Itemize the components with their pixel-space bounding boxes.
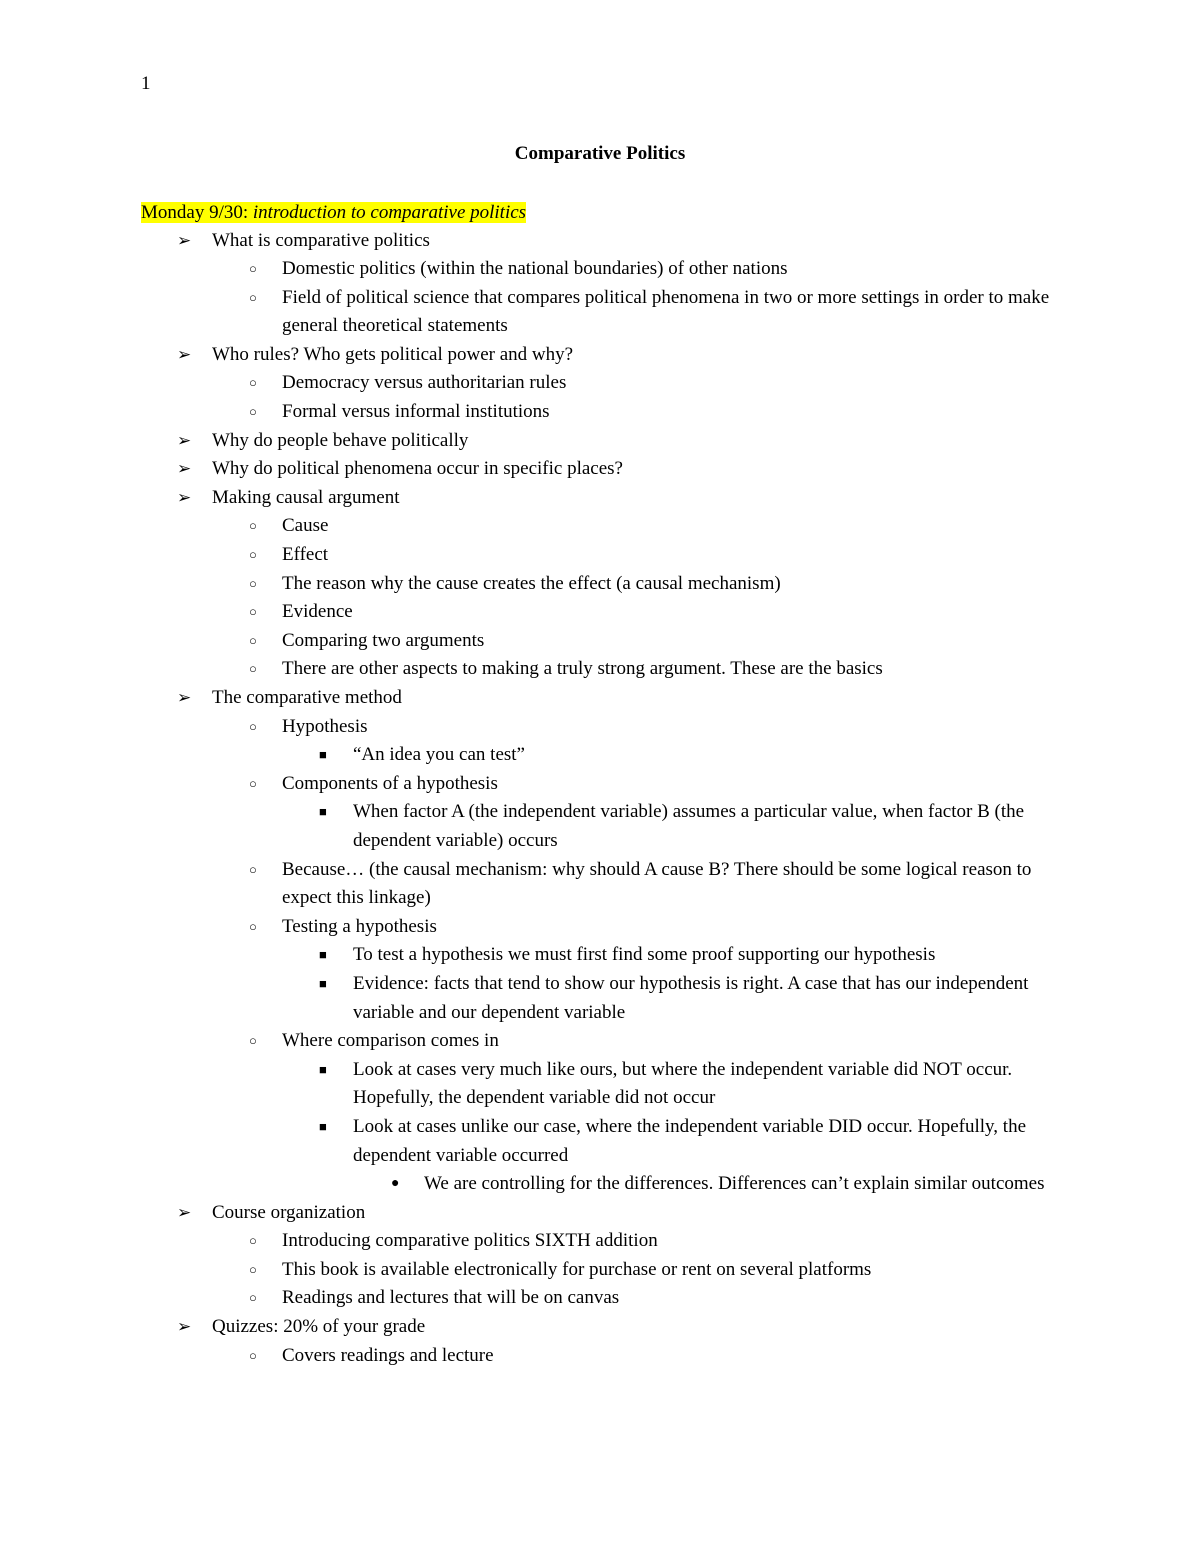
outline-item-text: Why do political phenomena occur in specific places?	[212, 458, 623, 480]
outline-item-text: Components of a hypothesis	[282, 772, 498, 794]
arrow-bullet-icon: ➢	[177, 430, 192, 450]
outline-item-text: Why do people behave politically	[212, 429, 469, 451]
highlighted-heading	[141, 202, 526, 223]
outline-item-level-1	[0, 1313, 1070, 1342]
outline-item-level-2	[0, 369, 1072, 398]
outline-item-text: Where comparison comes in	[282, 1030, 499, 1052]
outline-item-level-2	[0, 598, 1072, 627]
circle-bullet-icon: ○	[249, 1347, 257, 1363]
outline-item-text: When factor A (the independent variable) assumes a particular value, when factor B (the dependent variable) occurs	[353, 801, 1025, 851]
circle-bullet-icon: ○	[249, 375, 257, 391]
outline-item-text: Evidence	[282, 601, 353, 623]
outline-item-level-2	[0, 570, 1072, 599]
circle-bullet-icon: ○	[249, 289, 257, 305]
outline-item-level-2	[0, 398, 1072, 427]
square-bullet-icon: ■	[319, 804, 327, 820]
outline-item-level-4	[0, 1170, 1054, 1199]
outline-item-level-2	[0, 770, 1072, 799]
outline-item-level-3	[0, 941, 1063, 970]
arrow-bullet-icon: ➢	[177, 688, 192, 707]
outline-item-text: To test a hypothesis we must first find some proof supporting our hypothesis	[353, 944, 936, 966]
circle-bullet-icon: ○	[249, 661, 257, 677]
outline-item-text: Testing a hypothesis	[282, 915, 437, 937]
arrow-bullet-icon: ➢	[177, 1317, 192, 1337]
square-bullet-icon: ■	[319, 947, 327, 963]
outline-item-level-1	[0, 341, 1070, 370]
document-title: Comparative Politics	[514, 143, 686, 164]
outline-item-text: Look at cases very much like ours, but where the independent variable did NOT occur. Hopefully, the dependent variable did not occur	[353, 1058, 1013, 1109]
outline-item-level-2	[0, 1342, 1072, 1371]
circle-bullet-icon: ○	[249, 604, 257, 620]
lecture-date: Monday 9/30:	[141, 202, 253, 223]
arrow-bullet-icon: ➢	[177, 344, 192, 364]
dot-bullet-icon: ●	[391, 1176, 400, 1192]
outline-item-level-2	[0, 1227, 1072, 1256]
outline-item-level-1	[0, 484, 1070, 513]
circle-bullet-icon: ○	[249, 518, 257, 534]
outline-item-text: Field of political science that compares political phenomena in two or more settings in order to make general theoretical statements	[282, 286, 1050, 337]
outline-item-level-1	[0, 427, 1070, 456]
outline-item-text: This book is available electronically for purchase or rent on several platforms	[282, 1258, 872, 1280]
outline-item-level-2	[0, 856, 1072, 913]
outline-item-level-2	[0, 541, 1072, 570]
outline-item-text: Introducing comparative politics SIXTH addition	[282, 1230, 658, 1252]
outline-item-level-2	[0, 627, 1072, 656]
outline-item-text: Cause	[282, 515, 329, 537]
outline-item-text: We are controlling for the differences. Differences can’t explain similar outcomes	[424, 1173, 1045, 1195]
outline-item-level-2	[0, 1284, 1072, 1313]
outline-item-text: Effect	[282, 544, 329, 566]
outline-item-text: Formal versus informal institutions	[282, 401, 550, 423]
outline-item-text: Course organization	[212, 1201, 366, 1223]
outline-item-level-2	[0, 655, 1072, 684]
outline-item-text: The reason why the cause creates the effect (a causal mechanism)	[282, 572, 781, 594]
square-bullet-icon: ■	[319, 747, 327, 763]
circle-bullet-icon: ○	[249, 547, 257, 563]
outline-item-level-3	[0, 1056, 1063, 1113]
outline-item-level-2	[0, 255, 1072, 284]
circle-bullet-icon: ○	[249, 718, 257, 734]
outline-item-text: “An idea you can test”	[353, 744, 525, 766]
notes-outline	[0, 227, 1200, 1371]
circle-bullet-icon: ○	[249, 575, 257, 591]
outline-item-level-2	[0, 1027, 1072, 1056]
outline-item-text: Comparing two arguments	[282, 629, 485, 651]
lecture-heading	[141, 199, 526, 226]
square-bullet-icon: ■	[319, 975, 327, 991]
circle-bullet-icon: ○	[249, 404, 257, 420]
outline-item-text: What is comparative politics	[212, 229, 430, 251]
outline-item-text: Democracy versus authoritarian rules	[282, 372, 567, 394]
outline-item-level-2	[0, 1256, 1072, 1285]
circle-bullet-icon: ○	[249, 261, 257, 277]
outline-item-text: Hypothesis	[282, 715, 368, 737]
outline-item-level-2	[0, 512, 1072, 541]
outline-item-level-3	[0, 798, 1063, 855]
outline-item-level-2	[0, 284, 1072, 341]
outline-item-text: Readings and lectures that will be on canvas	[282, 1287, 620, 1309]
arrow-bullet-icon: ➢	[177, 487, 192, 507]
page-number: 1	[141, 73, 151, 94]
circle-bullet-icon: ○	[249, 1261, 257, 1277]
outline-item-text: Because… (the causal mechanism: why should A cause B? There should be some logical reason to expect this linkage)	[282, 858, 1032, 909]
outline-item-text: There are other aspects to making a truly strong argument. These are the basics	[282, 658, 883, 680]
circle-bullet-icon: ○	[249, 1033, 257, 1049]
outline-item-text: Domestic politics (within the national boundaries) of other nations	[282, 258, 788, 280]
outline-item-text: The comparative method	[212, 687, 402, 708]
outline-item-text: Covers readings and lecture	[282, 1344, 494, 1366]
outline-item-level-3	[0, 970, 1063, 1027]
outline-item-level-2	[0, 913, 1072, 942]
outline-item-level-1	[0, 227, 1070, 256]
circle-bullet-icon: ○	[249, 632, 257, 648]
outline-item-text: Who rules? Who gets political power and why?	[212, 343, 574, 365]
outline-item-text: Look at cases unlike our case, where the independent variable DID occur. Hopefully, the dependent variable occurred	[353, 1115, 1027, 1166]
circle-bullet-icon: ○	[249, 1290, 257, 1306]
circle-bullet-icon: ○	[249, 1233, 257, 1249]
outline-item-text: Quizzes: 20% of your grade	[212, 1316, 426, 1338]
outline-item-level-1	[0, 684, 1070, 713]
outline-item-level-2	[0, 713, 1072, 742]
arrow-bullet-icon: ➢	[177, 1202, 192, 1222]
outline-item-level-1	[0, 1199, 1070, 1228]
circle-bullet-icon: ○	[249, 775, 257, 791]
arrow-bullet-icon: ➢	[177, 459, 192, 479]
circle-bullet-icon: ○	[249, 861, 257, 877]
lecture-topic: introduction to comparative politics	[252, 202, 527, 223]
outline-item-level-1	[0, 455, 1070, 484]
outline-item-level-3	[0, 1113, 1063, 1170]
outline-item-text: Evidence: facts that tend to show our hypothesis is right. A case that has our independent variable and our dependent variable	[353, 972, 1029, 1023]
circle-bullet-icon: ○	[249, 918, 257, 934]
outline-item-text: Making causal argument	[212, 486, 400, 508]
square-bullet-icon: ■	[319, 1061, 327, 1077]
square-bullet-icon: ■	[319, 1118, 327, 1134]
arrow-bullet-icon: ➢	[177, 230, 192, 250]
outline-item-level-3	[0, 741, 1063, 770]
